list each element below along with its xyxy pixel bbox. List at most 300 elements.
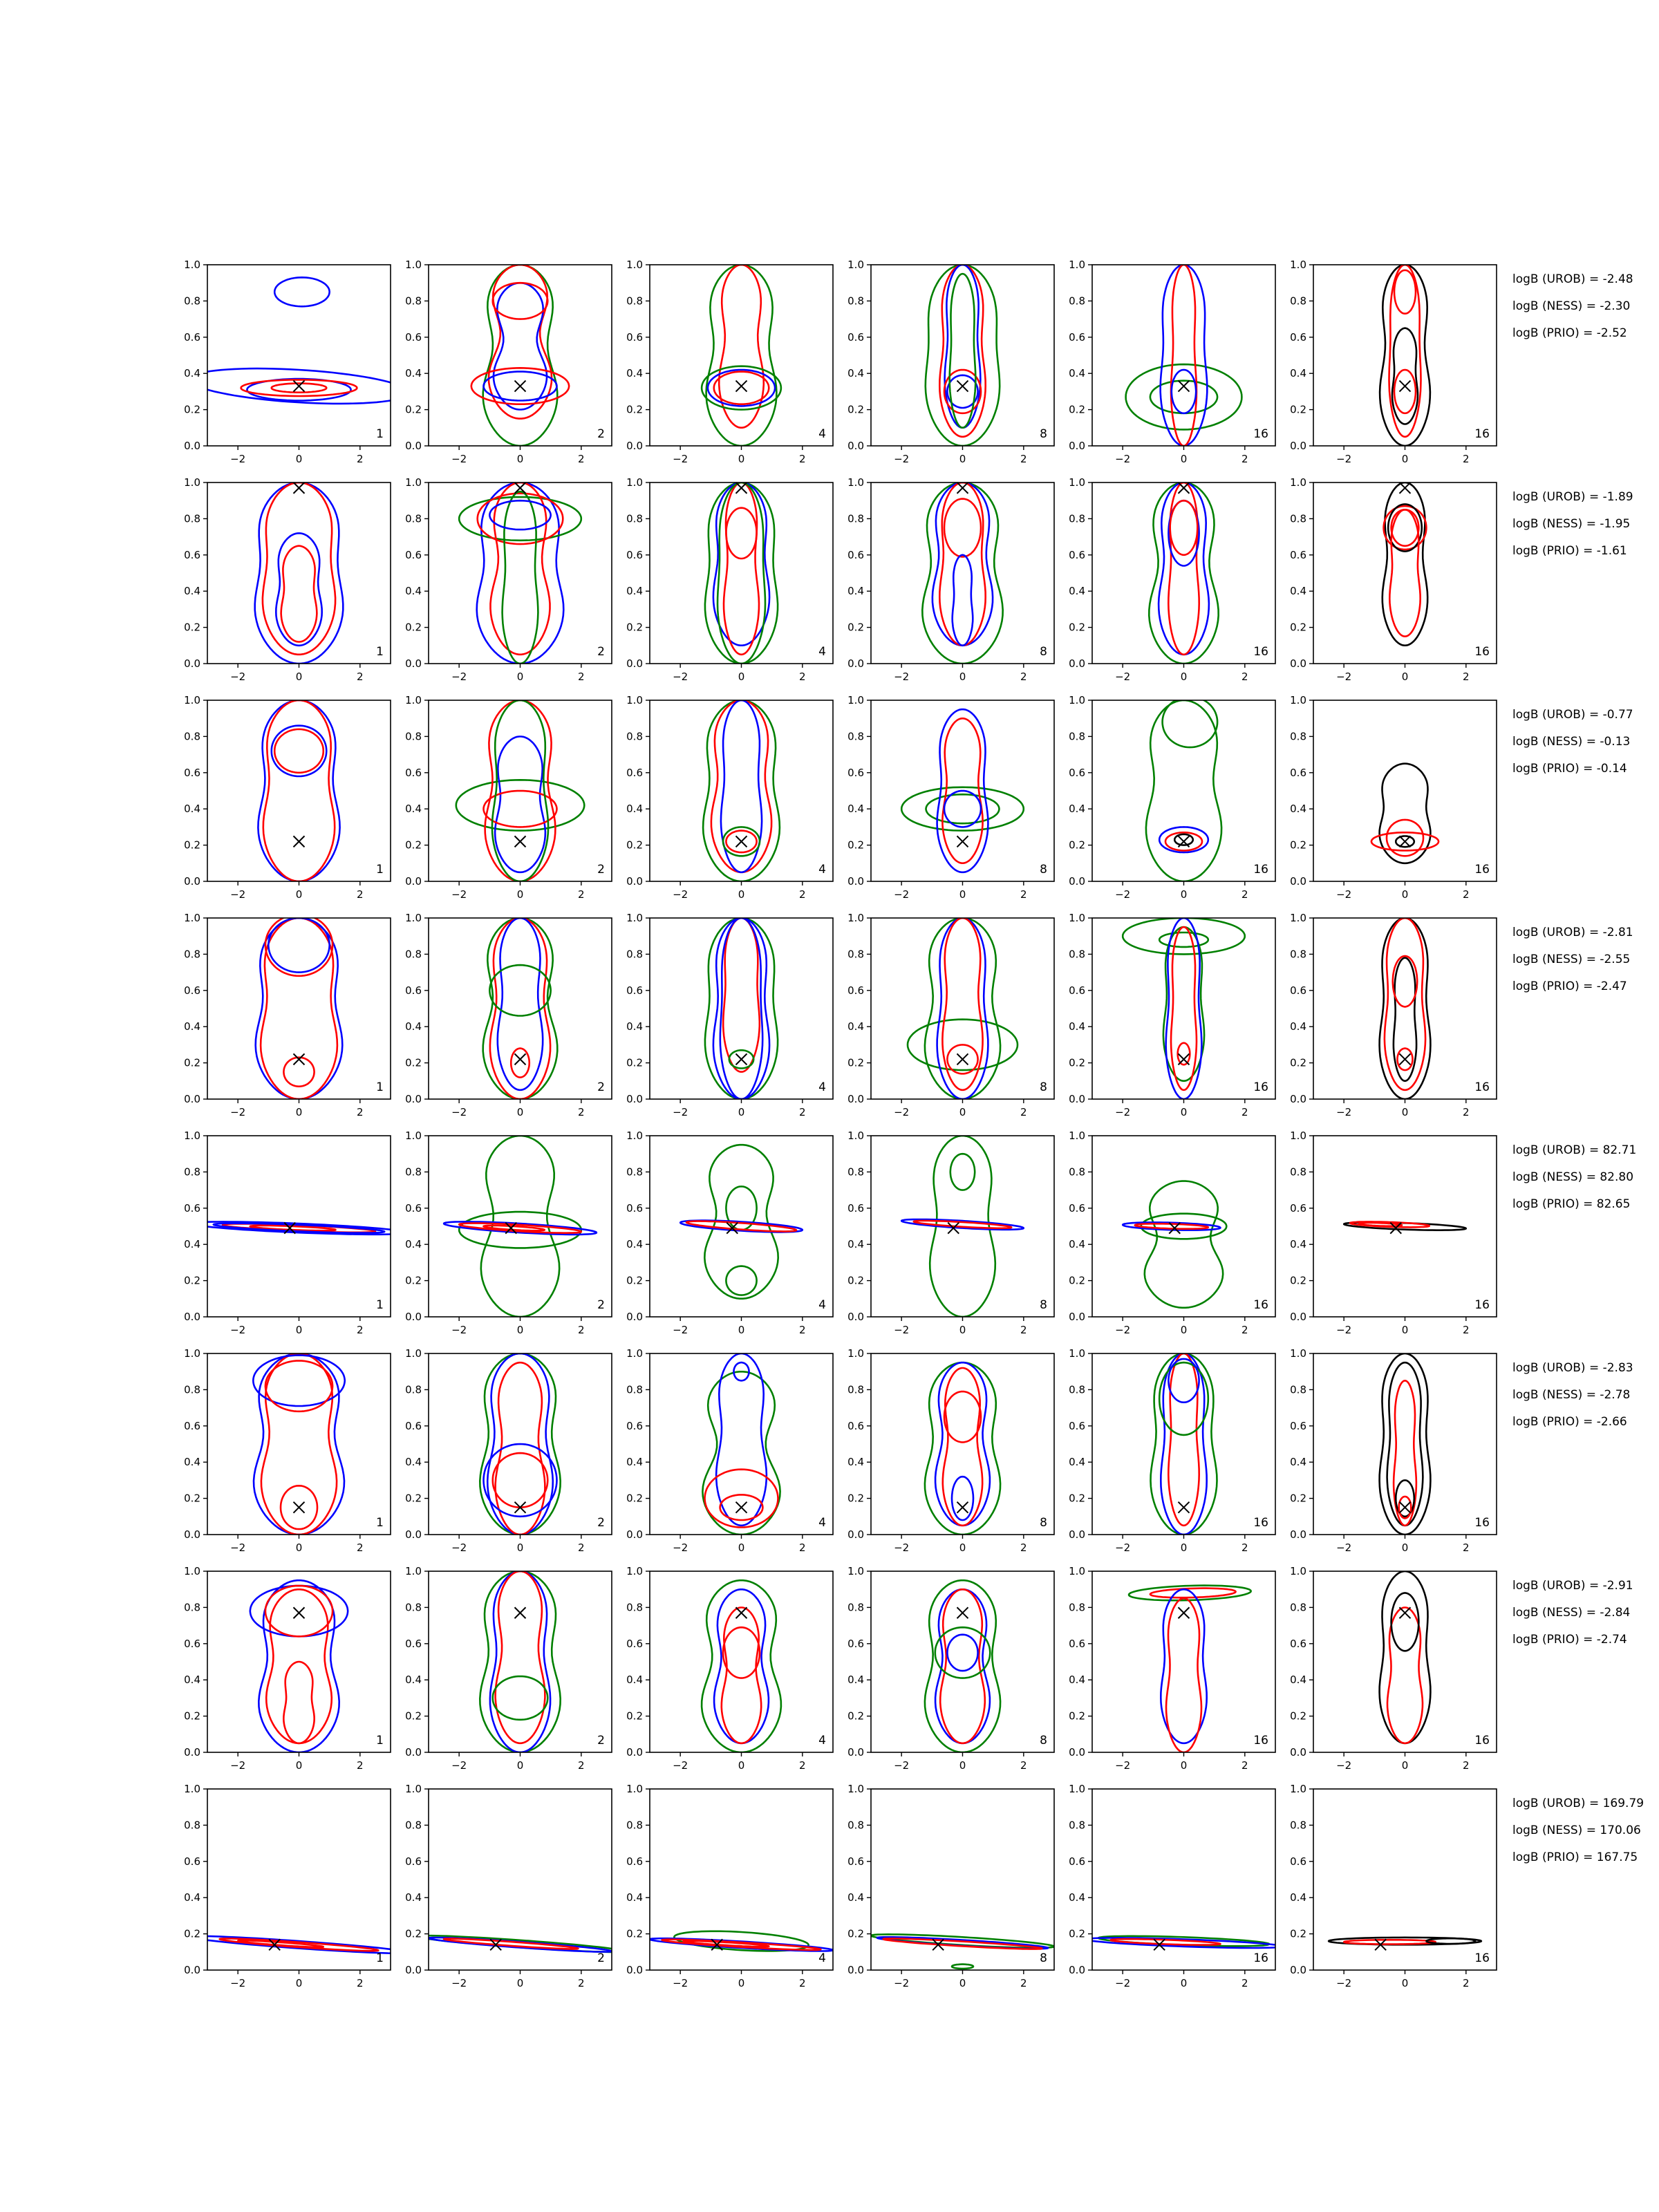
x-tick-label: −2 [1115, 888, 1131, 901]
y-tick-label: 0.8 [1290, 1383, 1306, 1396]
contour-blue-3 [937, 918, 988, 1099]
panel-r3-c6 [1290, 694, 1497, 901]
y-tick-label: 0.8 [1290, 948, 1306, 961]
y-tick-label: 0.8 [1290, 1601, 1306, 1614]
true-value-marker [294, 482, 305, 494]
y-tick-label: 0.6 [405, 1855, 422, 1868]
x-tick-label: 0 [959, 1324, 966, 1336]
y-tick-label: 0.8 [626, 1383, 643, 1396]
y-tick-label: 0.4 [1290, 1020, 1306, 1033]
y-tick-label: 0.6 [1069, 766, 1085, 779]
contour-blue-3 [498, 918, 543, 1090]
y-tick-label: 1.0 [405, 694, 422, 706]
y-tick-label: 0.8 [1290, 1819, 1306, 1832]
y-tick-label: 1.0 [405, 912, 422, 924]
y-tick-label: 0.0 [1290, 657, 1306, 670]
x-tick-label: 2 [1241, 1541, 1248, 1554]
true-value-marker [1400, 1053, 1411, 1065]
y-tick-label: 0.2 [1290, 1056, 1306, 1069]
x-tick-label: 2 [578, 453, 585, 465]
logb-annotation: logB (NESS) = -2.55 [1512, 953, 1631, 966]
true-value-marker [294, 1502, 305, 1513]
logb-annotation: logB (NESS) = -1.95 [1512, 517, 1631, 531]
panel-number-label: 16 [1474, 1298, 1490, 1312]
x-tick-label: 2 [357, 1541, 364, 1554]
contour-blue-3 [272, 726, 327, 776]
y-tick-label: 0.8 [405, 1819, 422, 1832]
contour-red-5 [1389, 509, 1420, 636]
contour-green-5 [503, 491, 538, 664]
y-tick-label: 0.0 [1069, 1964, 1085, 1976]
y-tick-label: 1.0 [1290, 476, 1306, 489]
y-tick-label: 0.0 [1290, 1528, 1306, 1541]
y-tick-label: 0.4 [847, 367, 864, 380]
x-tick-label: 2 [1241, 1106, 1248, 1118]
y-tick-label: 0.6 [626, 1855, 643, 1868]
contour-red-3 [723, 918, 760, 1072]
y-tick-label: 0.2 [847, 403, 864, 416]
y-tick-label: 0.0 [405, 1964, 422, 1976]
y-tick-label: 0.6 [626, 766, 643, 779]
y-tick-label: 0.8 [184, 1601, 200, 1614]
contour-red-4 [1393, 956, 1417, 1006]
y-tick-label: 0.0 [1290, 440, 1306, 452]
x-tick-label: −2 [1336, 453, 1352, 465]
y-tick-label: 0.4 [847, 585, 864, 598]
y-tick-label: 0.6 [626, 330, 643, 344]
panel-r3-c1 [184, 694, 391, 901]
x-tick-label: 2 [1020, 1541, 1027, 1554]
y-tick-label: 1.0 [626, 476, 643, 489]
y-tick-label: 0.0 [847, 440, 864, 452]
y-tick-label: 0.4 [847, 1238, 864, 1251]
x-tick-label: 0 [1180, 1324, 1188, 1336]
panel-r1-c1 [184, 259, 409, 465]
x-tick-label: −2 [451, 1759, 467, 1772]
y-tick-label: 0.6 [1069, 1201, 1085, 1215]
y-tick-label: 0.8 [1069, 294, 1085, 308]
x-tick-label: 0 [738, 1977, 745, 1989]
y-tick-label: 0.8 [626, 948, 643, 961]
panel-number-label: 4 [818, 1951, 826, 1965]
y-tick-label: 0.4 [1290, 1238, 1306, 1251]
y-tick-label: 0.4 [405, 803, 422, 816]
x-tick-label: −2 [230, 1324, 246, 1336]
panel-number-label: 4 [818, 427, 826, 441]
y-tick-label: 0.0 [847, 1093, 864, 1105]
axes-frame [1092, 918, 1275, 1099]
y-tick-label: 0.4 [1290, 1674, 1306, 1687]
y-tick-label: 0.2 [847, 1492, 864, 1505]
logb-annotation: logB (PRIO) = -2.52 [1512, 326, 1627, 340]
contour-red-4 [944, 499, 981, 557]
panel-number-label: 8 [1040, 645, 1047, 659]
y-tick-label: 0.6 [1069, 548, 1085, 561]
true-value-marker [957, 482, 968, 494]
y-tick-label: 0.4 [405, 1020, 422, 1033]
axes-frame [207, 700, 391, 881]
x-tick-label: −2 [1115, 1759, 1131, 1772]
y-tick-label: 0.2 [626, 838, 643, 852]
y-tick-label: 0.2 [1290, 621, 1306, 634]
x-tick-label: 2 [799, 1324, 806, 1336]
x-tick-label: −2 [1336, 1324, 1352, 1336]
panel-number-label: 16 [1253, 1516, 1268, 1530]
y-tick-label: 0.6 [1290, 1419, 1306, 1432]
y-tick-label: 1.0 [1069, 1783, 1085, 1795]
x-tick-label: 2 [357, 1106, 364, 1118]
panel-number-label: 1 [376, 863, 384, 877]
y-tick-label: 0.0 [626, 1093, 643, 1105]
panel-number-label: 16 [1253, 863, 1268, 877]
y-tick-label: 0.2 [847, 1709, 864, 1723]
x-tick-label: −2 [1336, 1977, 1352, 1989]
y-tick-label: 1.0 [1069, 259, 1085, 271]
panel-number-label: 16 [1474, 1734, 1490, 1747]
panel-r4-c2 [405, 912, 612, 1118]
panel-r5-c4 [847, 1130, 1054, 1336]
logb-annotation: logB (UROB) = -2.83 [1512, 1361, 1633, 1375]
logb-annotation: logB (NESS) = -2.78 [1512, 1388, 1631, 1402]
contour-blue-2 [932, 482, 993, 646]
y-tick-label: 0.6 [1290, 1637, 1306, 1650]
panel-number-label: 4 [818, 863, 826, 877]
x-tick-label: 0 [1180, 1541, 1188, 1554]
x-tick-label: −2 [673, 1106, 688, 1118]
panel-number-label: 1 [376, 1734, 384, 1747]
axes-frame [207, 265, 391, 446]
contour-red-5 [511, 1049, 529, 1078]
x-tick-label: 0 [516, 1324, 524, 1336]
x-tick-label: 0 [738, 1106, 745, 1118]
panel-r2-c3 [626, 476, 833, 683]
x-tick-label: −2 [451, 888, 467, 901]
x-tick-label: 2 [1241, 671, 1248, 683]
y-tick-label: 0.6 [1290, 548, 1306, 561]
y-tick-label: 0.6 [184, 1637, 200, 1650]
y-tick-label: 0.4 [405, 1891, 422, 1904]
x-tick-label: 0 [295, 1106, 303, 1118]
panel-r5-c1 [184, 1130, 406, 1336]
contour-black-5 [1174, 834, 1193, 845]
panel-r4-c5 [1069, 912, 1275, 1118]
y-tick-label: 0.2 [1069, 621, 1085, 634]
y-tick-label: 0.6 [847, 330, 864, 344]
x-tick-label: 2 [1463, 1977, 1470, 1989]
x-tick-label: 2 [578, 1541, 585, 1554]
y-tick-label: 0.4 [184, 1020, 200, 1033]
y-tick-label: 0.4 [847, 803, 864, 816]
panel-r2-c4 [847, 476, 1054, 683]
y-tick-label: 0.2 [184, 1274, 200, 1287]
axes-frame [650, 1571, 833, 1752]
axes-frame [1092, 265, 1275, 446]
x-tick-label: −2 [673, 453, 688, 465]
y-tick-label: 0.8 [626, 1601, 643, 1614]
y-tick-label: 0.4 [847, 1020, 864, 1033]
true-value-marker [1179, 1607, 1190, 1618]
y-tick-label: 0.8 [184, 294, 200, 308]
y-tick-label: 0.2 [1290, 1927, 1306, 1940]
y-tick-label: 1.0 [626, 912, 643, 924]
panel-number-label: 16 [1253, 1951, 1268, 1965]
contour-black-3 [1392, 328, 1418, 424]
y-tick-label: 0.8 [847, 730, 864, 743]
logb-annotation: logB (NESS) = -2.84 [1512, 1606, 1631, 1620]
y-tick-label: 1.0 [847, 912, 864, 924]
y-tick-label: 0.2 [1069, 1709, 1085, 1723]
x-tick-label: 2 [1241, 1324, 1248, 1336]
y-tick-label: 0.2 [184, 621, 200, 634]
y-tick-label: 0.4 [1069, 1674, 1085, 1687]
y-tick-label: 0.2 [1290, 1274, 1306, 1287]
contour-blue-3 [945, 265, 981, 428]
contour-red-5 [272, 384, 327, 393]
panel-number-label: 1 [376, 645, 384, 659]
y-tick-label: 0.6 [184, 766, 200, 779]
y-tick-label: 0.2 [1290, 1709, 1306, 1723]
logb-annotation: logB (PRIO) = 167.75 [1512, 1850, 1638, 1864]
panel-r2-c2 [405, 476, 612, 683]
y-tick-label: 0.2 [626, 1927, 643, 1940]
y-tick-label: 0.8 [1069, 948, 1085, 961]
panel-r5-c5 [1069, 1130, 1275, 1336]
y-tick-label: 0.4 [1069, 1020, 1085, 1033]
x-tick-label: 0 [295, 1759, 303, 1772]
panel-r4-c6 [1290, 912, 1497, 1118]
x-tick-label: 2 [799, 1106, 806, 1118]
y-tick-label: 1.0 [405, 259, 422, 271]
contour-black-1 [1380, 265, 1430, 446]
axes-frame [1313, 700, 1497, 881]
y-tick-label: 0.6 [1069, 330, 1085, 344]
x-tick-label: −2 [230, 1541, 246, 1554]
y-tick-label: 0.6 [405, 766, 422, 779]
x-tick-label: 0 [516, 1541, 524, 1554]
y-tick-label: 0.2 [1069, 1492, 1085, 1505]
y-tick-label: 0.2 [626, 1709, 643, 1723]
y-tick-label: 1.0 [1290, 1347, 1306, 1360]
x-tick-label: 0 [516, 1977, 524, 1989]
contour-green-1 [702, 1371, 780, 1535]
panel-number-label: 16 [1474, 645, 1490, 659]
y-tick-label: 0.4 [405, 1456, 422, 1469]
true-value-marker [1179, 1053, 1190, 1065]
logb-annotation: logB (UROB) = -2.81 [1512, 926, 1633, 939]
contour-red-3 [705, 1470, 778, 1528]
x-tick-label: 0 [1401, 1759, 1409, 1772]
true-value-marker [957, 381, 968, 392]
y-tick-label: 0.2 [405, 838, 422, 852]
x-tick-label: −2 [673, 1324, 688, 1336]
y-tick-label: 1.0 [405, 1783, 422, 1795]
panel-r7-c2 [405, 1565, 612, 1772]
x-tick-label: −2 [1336, 888, 1352, 901]
y-tick-label: 0.4 [1290, 803, 1306, 816]
y-tick-label: 0.8 [184, 1165, 200, 1179]
axes-frame [1092, 700, 1275, 881]
x-tick-label: −2 [451, 1106, 467, 1118]
contour-blue-2 [1159, 482, 1209, 655]
axes-frame [871, 1571, 1054, 1752]
y-tick-label: 0.2 [847, 1927, 864, 1940]
x-tick-label: −2 [894, 888, 910, 901]
x-tick-label: 0 [959, 1541, 966, 1554]
x-tick-label: 2 [799, 1541, 806, 1554]
x-tick-label: −2 [230, 1106, 246, 1118]
y-tick-label: 0.0 [184, 1311, 200, 1323]
panel-r8-c2 [405, 1783, 624, 1989]
axes-frame [650, 265, 833, 446]
y-tick-label: 0.6 [847, 1855, 864, 1868]
panel-r7-c5 [1069, 1565, 1275, 1772]
contour-green-1 [1126, 364, 1242, 429]
panel-number-label: 2 [597, 1298, 605, 1312]
y-tick-label: 0.8 [1069, 730, 1085, 743]
panel-number-label: 4 [818, 1298, 826, 1312]
contour-red-4 [491, 482, 550, 655]
x-tick-label: 0 [1180, 1106, 1188, 1118]
y-tick-label: 0.4 [405, 585, 422, 598]
y-tick-label: 0.6 [184, 548, 200, 561]
y-tick-label: 0.0 [184, 1746, 200, 1759]
x-tick-label: 0 [516, 671, 524, 683]
y-tick-label: 0.0 [626, 657, 643, 670]
logb-annotation: logB (UROB) = -2.48 [1512, 272, 1633, 286]
y-tick-label: 0.0 [1290, 1311, 1306, 1323]
y-tick-label: 1.0 [184, 476, 200, 489]
contour-blue-3 [276, 533, 321, 645]
y-tick-label: 0.0 [626, 1311, 643, 1323]
y-tick-label: 0.2 [184, 403, 200, 416]
y-tick-label: 1.0 [847, 476, 864, 489]
contour-blue-1 [477, 482, 564, 664]
y-tick-label: 1.0 [626, 259, 643, 271]
x-tick-label: 0 [1401, 1541, 1409, 1554]
y-tick-label: 0.2 [1069, 838, 1085, 852]
y-tick-label: 0.0 [1069, 657, 1085, 670]
contour-green-1 [1149, 482, 1218, 664]
y-tick-label: 0.6 [626, 1419, 643, 1432]
y-tick-label: 1.0 [184, 694, 200, 706]
y-tick-label: 0.0 [184, 657, 200, 670]
y-tick-label: 0.0 [847, 1528, 864, 1541]
panel-r4-c3 [626, 912, 833, 1118]
y-tick-label: 0.8 [184, 512, 200, 525]
y-tick-label: 0.0 [847, 1964, 864, 1976]
contour-red-4 [726, 508, 756, 559]
y-tick-label: 1.0 [184, 1130, 200, 1142]
panel-r8-c5 [1069, 1783, 1282, 1989]
true-value-marker [294, 1053, 305, 1065]
x-tick-label: 0 [1401, 888, 1409, 901]
y-tick-label: 0.8 [1069, 1601, 1085, 1614]
y-tick-label: 0.8 [1290, 1165, 1306, 1179]
panel-r6-c3 [626, 1347, 833, 1554]
contour-blue-1 [255, 482, 344, 664]
panel-r4-c1 [184, 912, 391, 1118]
panel-number-label: 8 [1040, 427, 1047, 441]
axes-frame [1092, 482, 1275, 664]
y-tick-label: 0.0 [847, 1746, 864, 1759]
x-tick-label: 0 [295, 888, 303, 901]
panel-number-label: 16 [1474, 1080, 1490, 1094]
y-tick-label: 0.8 [405, 512, 422, 525]
y-tick-label: 1.0 [184, 912, 200, 924]
y-tick-label: 0.4 [1290, 367, 1306, 380]
y-tick-label: 1.0 [847, 259, 864, 271]
y-tick-label: 0.2 [405, 1492, 422, 1505]
x-tick-label: 2 [1463, 1541, 1470, 1554]
y-tick-label: 1.0 [626, 694, 643, 706]
panel-number-label: 2 [597, 645, 605, 659]
x-tick-label: −2 [894, 1759, 910, 1772]
y-tick-label: 0.2 [626, 621, 643, 634]
y-tick-label: 0.0 [1069, 875, 1085, 888]
panel-number-label: 8 [1040, 1298, 1047, 1312]
x-tick-label: 2 [357, 888, 364, 901]
contour-red-5 [1170, 500, 1198, 555]
y-tick-label: 0.6 [184, 1855, 200, 1868]
y-tick-label: 1.0 [184, 1347, 200, 1360]
x-tick-label: 0 [959, 1106, 966, 1118]
y-tick-label: 0.8 [847, 1383, 864, 1396]
y-tick-label: 0.0 [184, 440, 200, 452]
x-tick-label: −2 [1115, 1977, 1131, 1989]
y-tick-label: 0.8 [847, 1819, 864, 1832]
panel-number-label: 4 [818, 1516, 826, 1530]
y-tick-label: 0.8 [184, 1383, 200, 1396]
panel-number-label: 1 [376, 1951, 384, 1965]
y-tick-label: 0.8 [405, 948, 422, 961]
panel-number-label: 16 [1474, 863, 1490, 877]
y-tick-label: 1.0 [405, 1565, 422, 1577]
contour-green-2 [1163, 697, 1218, 747]
x-tick-label: 2 [1241, 1977, 1248, 1989]
x-tick-label: 0 [1180, 888, 1188, 901]
true-value-marker [1179, 1502, 1190, 1513]
logb-annotation: logB (UROB) = -2.91 [1512, 1579, 1633, 1593]
contour-green-1 [456, 780, 585, 830]
panel-number-label: 1 [376, 427, 384, 441]
panel-r1-c6 [1290, 259, 1497, 465]
x-tick-label: 2 [357, 1977, 364, 1989]
x-tick-label: −2 [673, 671, 688, 683]
y-tick-label: 0.0 [184, 875, 200, 888]
x-tick-label: −2 [451, 671, 467, 683]
y-tick-label: 1.0 [1069, 1565, 1085, 1577]
y-tick-label: 0.4 [1069, 803, 1085, 816]
x-tick-label: 2 [1463, 1759, 1470, 1772]
y-tick-label: 0.4 [626, 1456, 643, 1469]
y-tick-label: 0.8 [1069, 1819, 1085, 1832]
x-tick-label: 2 [357, 1324, 364, 1336]
x-tick-label: 0 [295, 1541, 303, 1554]
contour-green-4 [952, 1965, 973, 1969]
axes-frame [871, 265, 1054, 446]
y-tick-label: 1.0 [626, 1565, 643, 1577]
panel-number-label: 8 [1040, 1516, 1047, 1530]
contour-green-1 [1123, 918, 1245, 954]
y-tick-label: 0.4 [184, 803, 200, 816]
contour-red-4 [686, 1221, 796, 1232]
y-tick-label: 0.2 [626, 1056, 643, 1069]
y-tick-label: 0.0 [1290, 1746, 1306, 1759]
contour-red-3 [496, 1571, 545, 1743]
true-value-marker [294, 1607, 305, 1618]
x-tick-label: −2 [1115, 1106, 1131, 1118]
x-tick-label: 0 [295, 453, 303, 465]
